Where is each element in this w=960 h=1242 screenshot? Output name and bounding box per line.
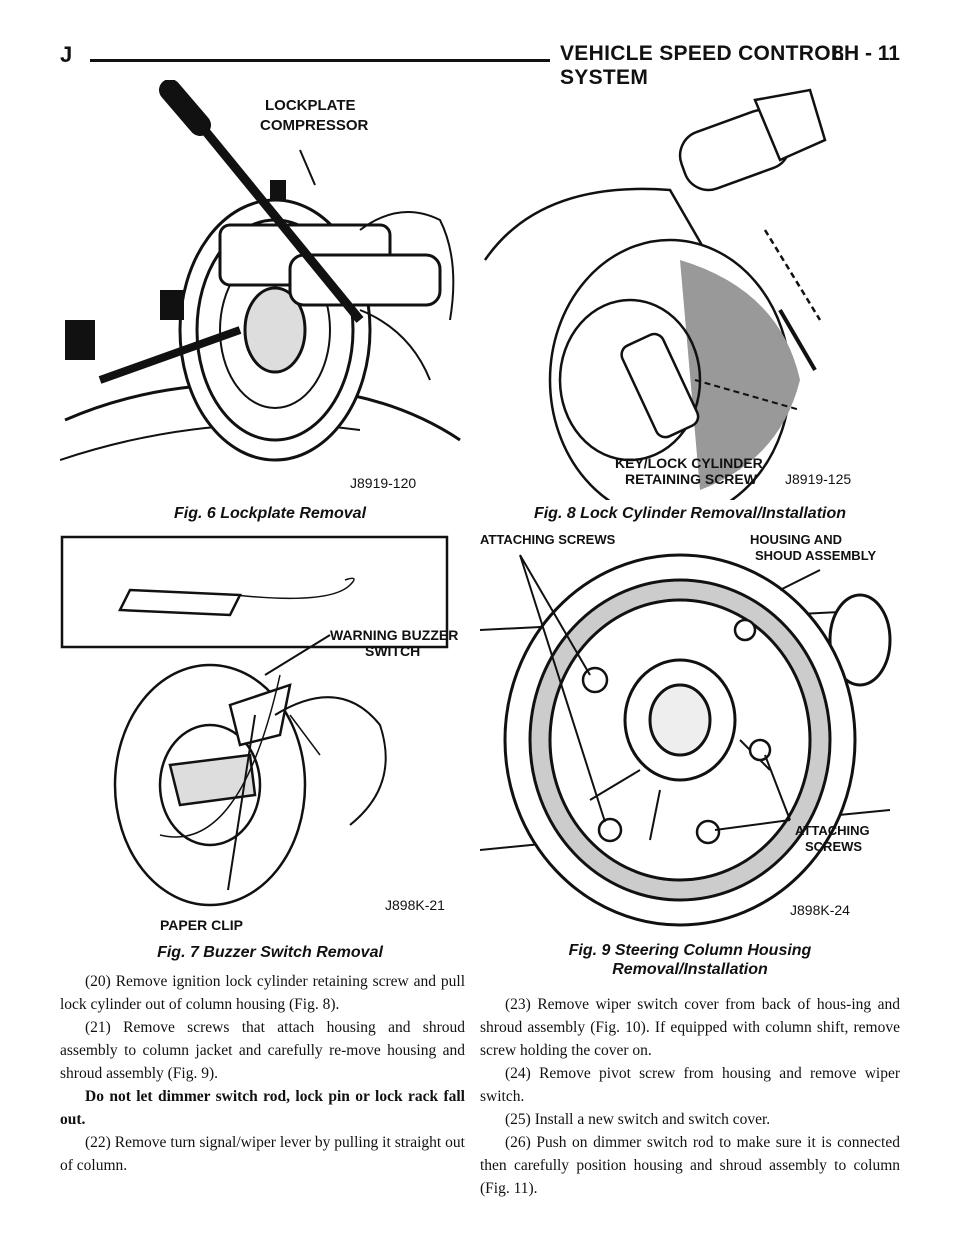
caption-fig9 (480, 941, 900, 979)
figure-lock-cylinder (480, 80, 900, 500)
paragraph-step-26: (26) Push on dimmer switch rod to make sure it is connected then carefully position housing and shroud assembly to column (Fig. 11). (480, 1134, 900, 1197)
label-attaching-bottom-line2: SCREWS (805, 839, 863, 854)
right-text-column (480, 993, 900, 1200)
caption-fig6: Fig. 6 Lockplate Removal (173, 505, 367, 522)
paragraph-step-20: (20) Remove ignition lock cylinder retaining screw and pull lock cylinder out of column housing (Fig. 8). (60, 973, 465, 1013)
buzzer-switch-illustration (60, 535, 480, 940)
paragraph-step-24: (24) Remove pivot screw from housing and remove wiper switch. (480, 1065, 900, 1105)
paragraph-step-22: (22) Remove turn signal/wiper lever by pulling it straight out of column. (60, 1134, 465, 1174)
label-attaching-bottom-line1: ATTACHING (795, 823, 870, 838)
lockplate-illustration (60, 80, 480, 500)
figure-code-7: J898K-21 (385, 897, 445, 913)
section-letter: J (60, 42, 73, 67)
page-number: 8H - 11 (832, 42, 900, 65)
paragraph-step-21: (21) Remove screws that attach housing and shroud assembly to column jacket and carefully re-move housing and shroud assembly (Fig. 9). (60, 1019, 465, 1082)
figure-code-9: J898K-24 (790, 902, 850, 918)
caption-fig9-line2: Removal/Installation (612, 961, 768, 978)
paragraph-step-25: (25) Install a new switch and switch cover. (505, 1111, 771, 1128)
left-text-column (60, 970, 465, 1177)
paragraph-warning: Do not let dimmer switch rod, lock pin or lock rack fall out. (60, 1088, 465, 1128)
figure-code-8: J8919-125 (785, 471, 852, 487)
caption-fig8: Fig. 8 Lock Cylinder Removal/Installation (533, 505, 847, 522)
steering-housing-illustration (480, 530, 900, 935)
label-housing-line2: SHOUD ASSEMBLY (755, 548, 877, 563)
label-housing-line1: HOUSING AND (750, 532, 842, 547)
label-paper-clip: PAPER CLIP (160, 917, 243, 933)
label-screw-line2: RETAINING SCREW (625, 471, 757, 487)
label-warning-line1: WARNING BUZZER (330, 627, 459, 643)
label-screw-line1: KEY/LOCK CYLINDER (615, 455, 763, 471)
figure-steering-housing (480, 530, 900, 935)
figure-code-6: J8919-120 (350, 475, 417, 491)
page-header (60, 42, 900, 89)
header-rule (90, 59, 550, 62)
figure-lockplate-removal (60, 80, 480, 500)
section-title: VEHICLE SPEED CONTROL SYSTEM (560, 42, 844, 89)
caption-fig9-line1: Fig. 9 Steering Column Housing (568, 942, 812, 959)
figure-buzzer-switch (60, 535, 480, 940)
label-lockplate-line2: COMPRESSOR (260, 117, 369, 134)
label-warning-line2: SWITCH (365, 643, 421, 659)
label-attaching-top: ATTACHING SCREWS (480, 532, 616, 547)
paragraph-step-23: (23) Remove wiper switch cover from back of hous-ing and shroud assembly (Fig. 10). If equipped with column shift, remove screw holding the cover on. (480, 996, 900, 1059)
lock-cylinder-illustration (480, 80, 900, 500)
label-lockplate-line1: LOCKPLATE (265, 97, 356, 114)
caption-fig7: Fig. 7 Buzzer Switch Removal (157, 944, 383, 961)
